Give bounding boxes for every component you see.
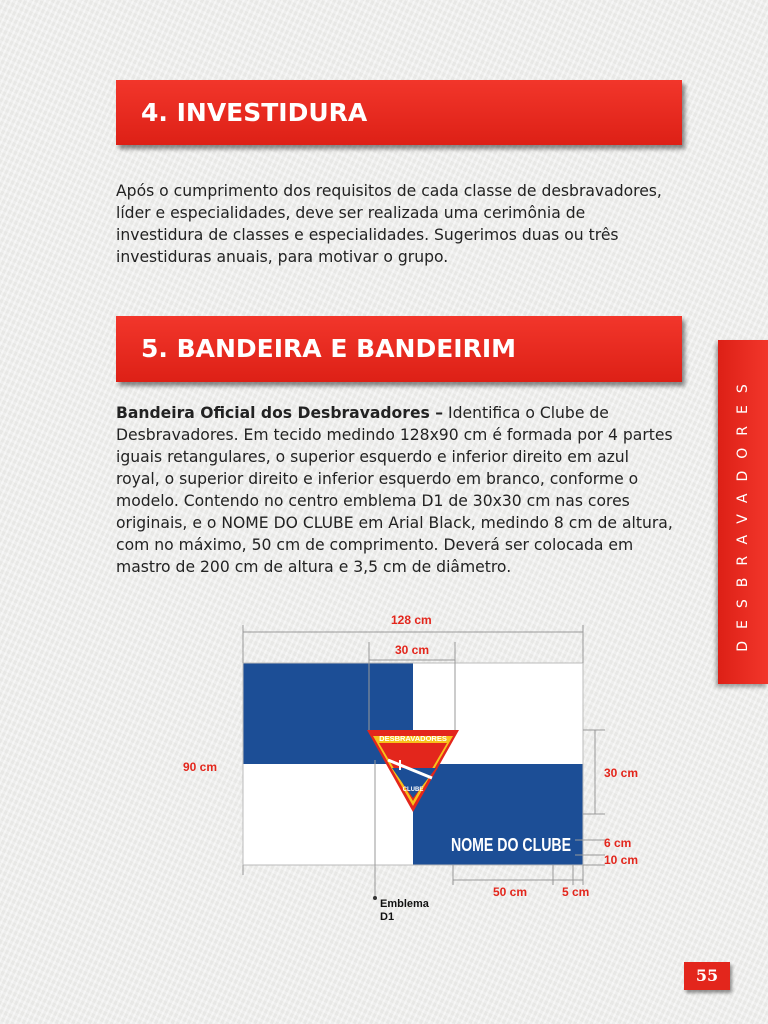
- club-name-text: NOME DO CLUBE: [451, 835, 571, 855]
- dim-name-height-label: 6 cm: [604, 836, 632, 850]
- dim-emblem-width-label: 30 cm: [395, 643, 430, 657]
- dim-emblem-height-label: 30 cm: [604, 766, 639, 780]
- side-tab-text: DESBRAVADORES: [735, 372, 751, 652]
- emblem-bottom-text: CLUBE: [402, 787, 424, 793]
- flag-quadrant-bottom-left: [243, 764, 413, 865]
- dim-name-length-label: 50 cm: [493, 885, 528, 899]
- dim-width-label: 128 cm: [391, 613, 432, 627]
- dim-height-label: 90 cm: [183, 760, 218, 774]
- bandeira-paragraph-body: Identifica o Clube de Desbravadores. Em tecido medindo 128x90 cm é formada por 4 partes iguais retangulares, o superior esquerdo e inferior direito em azul royal, o superior direito e inferior esquerdo em branco, conforme o modelo. Contendo no centro emblema D1 de 30x30 cm nas cores originais, e o NOME DO CLUBE em Arial Black, medindo 8 cm de altura, com no máximo, 50 cm de comprimento. Deverá ser colocada em mastro de 200 cm de altura e 3,5 cm de diâmetro.: [116, 404, 673, 576]
- emblem-top-text: DESBRAVADORES: [379, 734, 447, 743]
- dim-bottom-margin-label: 10 cm: [604, 853, 639, 867]
- side-tab: [718, 340, 768, 684]
- emblem-label-line1: Emblema: [380, 898, 429, 910]
- emblem-pointer-dot: [373, 896, 377, 900]
- page-number: 55: [684, 962, 730, 990]
- section-title-text: 4. INVESTIDURA: [141, 98, 368, 127]
- investidura-paragraph: Após o cumprimento dos requisitos de cada classe de desbravadores, líder e especialidades, deve ser realizada uma cerimônia de investidura de classes e especialidades. Sugerimos duas ou três investiduras anuais, para motivar o grupo.: [116, 182, 662, 266]
- emblem-label-line2: D1: [380, 911, 395, 923]
- section-title-text: 5. BANDEIRA E BANDEIRIM: [141, 334, 517, 363]
- bandeira-paragraph-lead: Bandeira Oficial dos Desbravadores –: [116, 404, 444, 422]
- dim-side-margin-label: 5 cm: [562, 885, 590, 899]
